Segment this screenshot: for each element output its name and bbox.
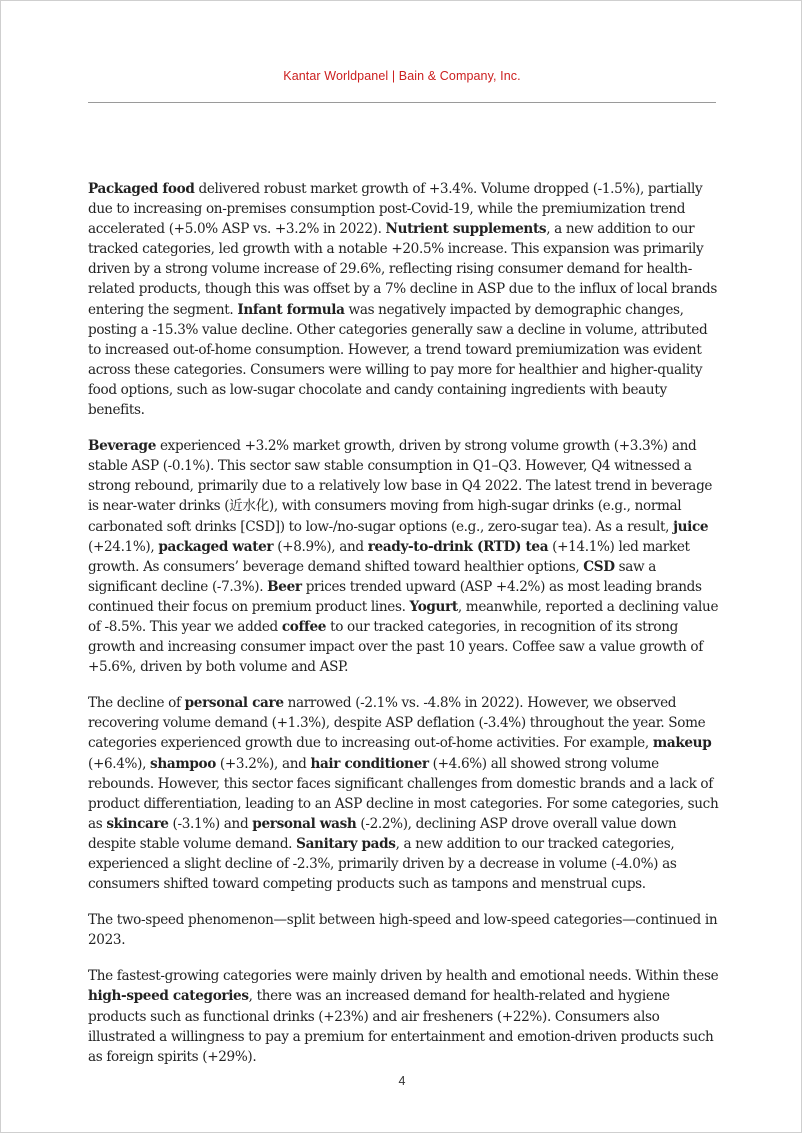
paragraph — [88, 436, 720, 677]
text-run: , meanwhile, reported a declining value of -8.5%. This year we added — [88, 598, 719, 635]
page-number: 4 — [398, 1074, 406, 1088]
bold-term: packaged water — [158, 538, 274, 555]
text-run: was negatively impacted by demographic changes, posting a -15.3% value decline. Other categories generally saw a decline in volume, attributed to increased out-of-home consumption. However, a trend toward premiumization was evident across these categories. Consumers were willing to pay more for healthier and higher-quality food options, such as low-sugar chocolate and candy containing ingredients with beauty benefits. — [88, 301, 708, 419]
bold-term: personal care — [184, 695, 284, 712]
paragraph — [88, 693, 720, 894]
text-run: (+6.4%), — [88, 755, 151, 772]
header-divider — [88, 102, 716, 103]
text-run: , a new addition to our tracked categories, experienced a slight decline of -2.3%, primarily driven by a decrease in volume (-4.0%) as consumers shifted toward competing products such as tampons and menstrual cups. — [88, 835, 677, 893]
text-run: , a new addition to our tracked categories, led growth with a notable +20.5% increase. This expansion was primarily driven by a strong volume increase of 29.6%, reflecting rising consumer demand for health-related products, though this was offset by a 7% decline in ASP due to the influx of local brands entering the segment. — [88, 221, 717, 318]
bold-term: Packaged food — [88, 181, 195, 197]
bold-term: Beverage — [88, 438, 157, 455]
bold-term: Beer — [267, 578, 302, 595]
text-run: , there was an increased demand for health-related and hygiene products such as functional drinks (+23%) and air fresheners (+22%). Consumers also illustrated a willingness to pay a premium for entertainment and emotion-driven products such as foreign spirits (+29%). — [88, 988, 714, 1065]
text-run: The fastest-growing categories were mainly driven by health and emotional needs. Within these — [88, 968, 719, 985]
bold-term: juice — [673, 518, 709, 535]
text-run: saw a significant decline (-7.3%). — [88, 558, 657, 595]
bold-term: hair conditioner — [310, 755, 429, 772]
bold-term: CSD — [583, 558, 615, 575]
text-run: experienced +3.2% market growth, driven by strong volume growth (+3.3%) and stable ASP (-0.1%). This sector saw stable consumption in Q1–Q3. However, Q4 witnessed a strong rebound, primarily due to a relatively low base in Q4 2022. The latest trend in beverage is near-water drinks (近水化), with consumers moving from high-sugar drinks (e.g., normal carbonated soft drinks [CSD]) to low-/no-sugar options (e.g., zero-sugar tea). As a result, — [88, 438, 713, 535]
text-run: narrowed (-2.1% vs. -4.8% in 2022). However, we observed recovering volume demand (+1.3%), despite ASP deflation (-3.4%) throughout the year. Some categories experienced growth due to increasing out-of-home activities. For example, — [88, 695, 706, 752]
text-run: to our tracked categories, in recognition of its strong growth and increasing consumer impact over the past 10 years. Coffee saw a value growth of +5.6%, driven by both volume and ASP. — [88, 618, 703, 676]
text-run: The decline of — [88, 695, 185, 712]
text-run: (+14.1%) led market growth. As consumers’ beverage demand shifted toward healthier options, — [88, 538, 690, 575]
text-run: (+24.1%), — [88, 538, 159, 555]
bold-term: makeup — [652, 735, 712, 752]
bold-term: Sanitary pads — [296, 835, 396, 852]
text-run: (+8.9%), and — [273, 538, 368, 555]
paragraph — [88, 910, 720, 950]
text-run: (-2.2%), declining ASP drove overall value down despite stable volume demand. — [88, 815, 677, 852]
text-run: (-3.1%) and — [168, 815, 253, 832]
bold-term: skincare — [106, 815, 169, 832]
paragraph — [88, 966, 720, 1066]
text-run: (+3.2%), and — [215, 755, 311, 772]
bold-term: Yogurt — [409, 598, 458, 615]
report-header: Kantar Worldpanel | Bain & Company, Inc. — [283, 69, 521, 83]
bold-term: personal wash — [252, 815, 357, 832]
paragraph — [88, 179, 720, 420]
bold-term: Infant formula — [237, 301, 345, 318]
bold-term: shampoo — [150, 755, 216, 772]
text-run: The two-speed phenomenon—split between high-speed and low-speed categories—continued in 2023. — [88, 912, 718, 949]
body-text — [88, 179, 720, 1083]
text-run: delivered robust market growth of +3.4%. Volume dropped (-1.5%), partially due to increasing on-premises consumption post-Covid-19, while the premiumization trend accelerated (+5.0% ASP vs. +3.2% in 2022). — [88, 181, 703, 238]
bold-term: high-speed categories — [88, 988, 249, 1005]
text-run: (+4.6%) all showed strong volume rebounds. However, this sector faces significant challenges from domestic brands and a lack of product differentiation, leading to an ASP decline in most categories. For some categories, such as — [88, 755, 719, 832]
text-run: prices trended upward (ASP +4.2%) as most leading brands continued their focus on premium product lines. — [88, 578, 702, 615]
bold-term: ready-to-drink (RTD) tea — [367, 538, 549, 555]
bold-term: Nutrient supplements — [385, 221, 547, 238]
bold-term: coffee — [281, 618, 327, 635]
